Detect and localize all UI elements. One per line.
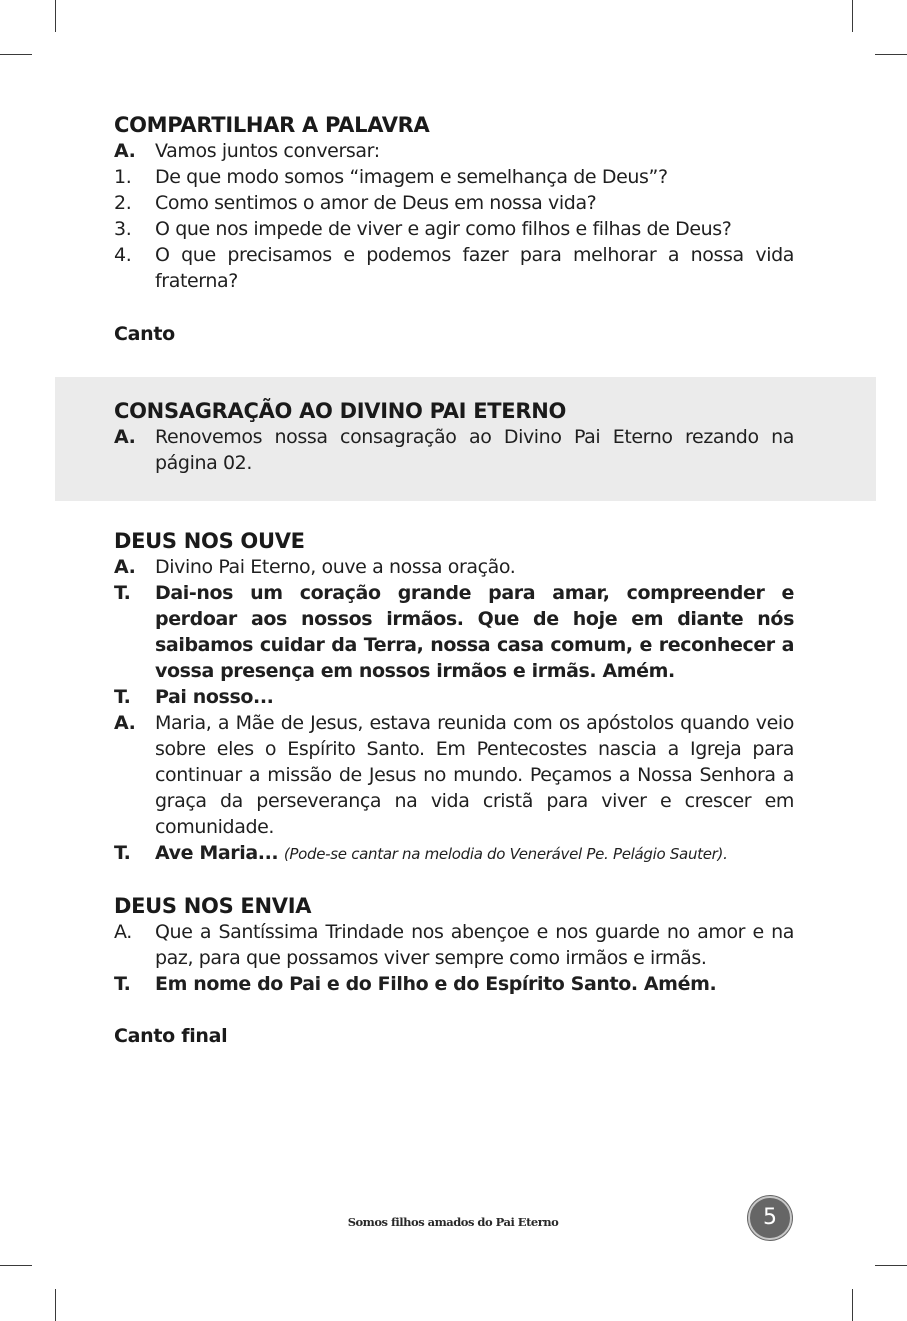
canto-label: Canto — [114, 323, 175, 345]
footer-title: Somos filhos amados do Pai Eterno — [347, 1215, 559, 1229]
section-deus-nos-ouve — [114, 528, 794, 867]
item-number: 1. — [114, 166, 132, 188]
item-text: Como sentimos o amor de Deus em nossa vida? — [155, 192, 597, 214]
item-text: Renovemos nossa consagração ao Divino Pai Eterno rezando na página 02. — [155, 426, 794, 474]
item-text: Divino Pai Eterno, ouve a nossa oração. — [155, 556, 516, 578]
canto-label-section — [114, 321, 794, 347]
list-item — [114, 216, 794, 242]
crop-mark — [875, 54, 907, 55]
item-label: A. — [114, 556, 136, 578]
list-item — [114, 554, 794, 580]
melody-note: (Pode-se cantar na melodia do Venerável Pe. Pelágio Sauter). — [283, 845, 728, 863]
item-label: A. — [114, 921, 132, 943]
crop-mark — [55, 0, 56, 32]
item-text: Vamos juntos conversar: — [155, 140, 380, 162]
item-text: Que a Santíssima Trindade nos abençoe e nos guarde no amor e na paz, para que possamos viver sempre como irmãos e irmãs. — [155, 921, 794, 969]
canto-final-label: Canto final — [114, 1025, 228, 1047]
crop-mark — [875, 1265, 907, 1266]
list-item — [114, 424, 794, 476]
list-item — [114, 242, 794, 294]
item-number: 4. — [114, 244, 132, 266]
list-item — [114, 580, 794, 684]
item-text: Maria, a Mãe de Jesus, estava reunida com os apóstolos quando veio sobre eles o Espírito Santo. Em Pentecostes nascia a Igreja para continuar a missão de Jesus no mundo. Peçamos a Nossa Senhora a graça da perseverança na vida cristã para viver e crescer em comunidade. — [155, 712, 794, 838]
item-text: O que precisamos e podemos fazer para melhorar a nossa vida fraterna? — [155, 244, 794, 292]
item-number: 3. — [114, 218, 132, 240]
section-heading: DEUS NOS ENVIA — [114, 894, 312, 918]
section-deus-nos-envia — [114, 893, 794, 997]
crop-mark — [0, 54, 32, 55]
crop-mark — [55, 1289, 56, 1321]
section-heading: DEUS NOS OUVE — [114, 529, 305, 553]
page-number-badge: 5 — [748, 1196, 792, 1240]
item-label: T. — [114, 973, 131, 995]
section-compartilhar — [114, 112, 794, 294]
item-label: A. — [114, 712, 136, 734]
item-text: De que modo somos “imagem e semelhança de Deus”? — [155, 166, 668, 188]
list-item — [114, 840, 794, 867]
section-consagracao — [114, 398, 794, 476]
item-text — [155, 840, 794, 867]
canto-final-section — [114, 1023, 794, 1049]
section-heading: COMPARTILHAR A PALAVRA — [114, 113, 430, 137]
item-label: A. — [114, 426, 136, 448]
item-text: Em nome do Pai e do Filho e do Espírito Santo. Amém. — [155, 973, 717, 995]
crop-mark — [852, 1289, 853, 1321]
item-label: A. — [114, 140, 136, 162]
ave-maria-text: Ave Maria... — [155, 842, 279, 864]
item-label: T. — [114, 842, 131, 864]
item-text: Pai nosso... — [155, 686, 274, 708]
item-label: T. — [114, 582, 131, 604]
list-item — [114, 971, 794, 997]
item-text: O que nos impede de viver e agir como filhos e filhas de Deus? — [155, 218, 732, 240]
list-item — [114, 138, 794, 164]
list-item — [114, 919, 794, 971]
section-heading: CONSAGRAÇÃO AO DIVINO PAI ETERNO — [114, 399, 567, 423]
list-item — [114, 190, 794, 216]
item-label: T. — [114, 686, 131, 708]
item-number: 2. — [114, 192, 132, 214]
crop-mark — [852, 0, 853, 32]
list-item — [114, 164, 794, 190]
list-item — [114, 710, 794, 840]
crop-mark — [0, 1265, 32, 1266]
item-text: Dai-nos um coração grande para amar, compreender e perdoar aos nossos irmãos. Que de hoje em diante nós saibamos cuidar da Terra, nossa casa comum, e reconhecer a vossa presença em nossos irmãos e irmãs. Amém. — [155, 582, 794, 682]
list-item — [114, 684, 794, 710]
